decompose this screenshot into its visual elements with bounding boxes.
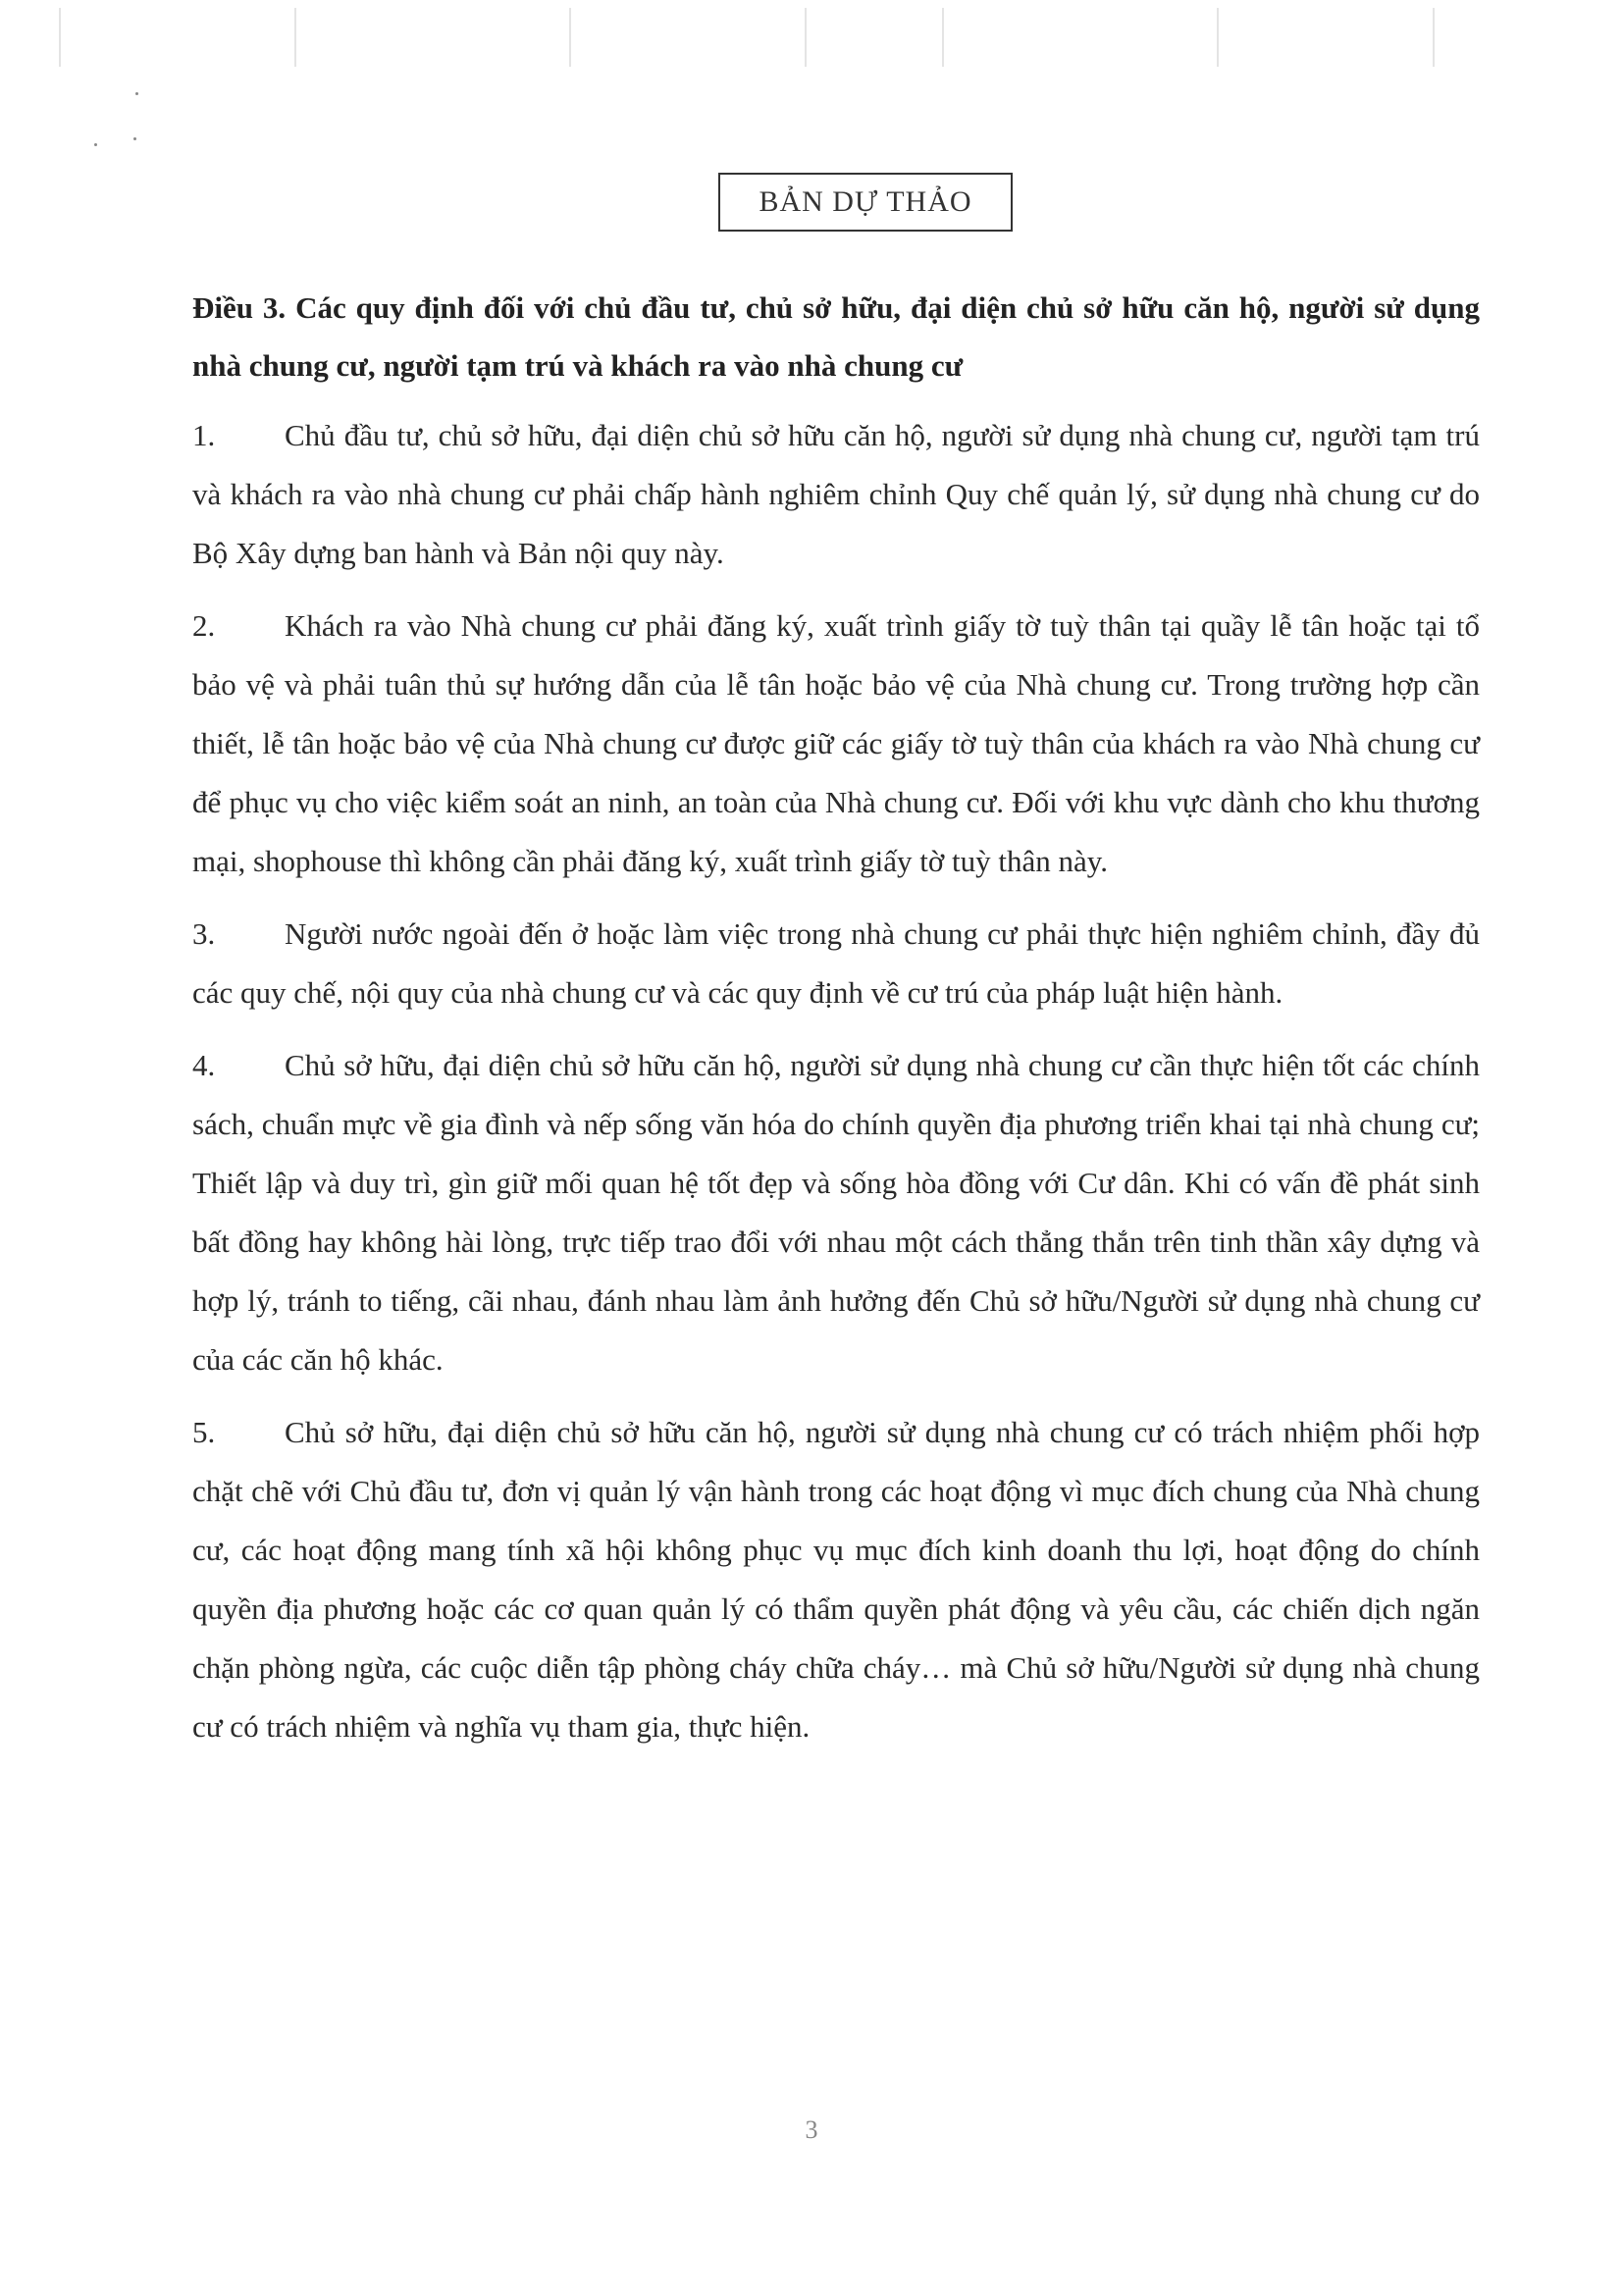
clause-number: 5. (192, 1415, 216, 1449)
clause-3 (192, 905, 1480, 1022)
clause-5 (192, 1403, 1480, 1756)
clause-text: Người nước ngoài đến ở hoặc làm việc trong nhà chung cư phải thực hiện nghiêm chỉnh, đầy đủ các quy chế, nội quy của nhà chung cư và các quy định về cư trú của pháp luật hiện hành. (192, 916, 1480, 1010)
clause-4 (192, 1036, 1480, 1389)
page-number: 3 (805, 2115, 818, 2144)
draft-label: BẢN DỰ THẢO (759, 185, 972, 218)
clause-text: Chủ sở hữu, đại diện chủ sở hữu căn hộ, người sử dụng nhà chung cư có trách nhiệm phối hợp chặt chẽ với Chủ đầu tư, đơn vị quản lý vận hành trong các hoạt động vì mục đích chung của Nhà chung cư, các hoạt động mang tính xã hội không phục vụ mục đích kinh doanh thu lợi, hoạt động do chính quyền địa phương hoặc các cơ quan quản lý có thẩm quyền phát động và yêu cầu, các chiến dịch ngăn chặn phòng ngừa, các cuộc diễn tập phòng cháy chữa cháy… mà Chủ sở hữu/Người sử dụng nhà chung cư có trách nhiệm và nghĩa vụ tham gia, thực hiện. (192, 1415, 1480, 1744)
scan-speck (135, 92, 138, 95)
article-heading: Điều 3. Các quy định đối với chủ đầu tư, chủ sở hữu, đại diện chủ sở hữu căn hộ, người sử dụng nhà chung cư, người tạm trú và khách ra vào nhà chung cư (192, 290, 1480, 383)
clause-number: 2. (192, 608, 216, 643)
clause-text: Khách ra vào Nhà chung cư phải đăng ký, xuất trình giấy tờ tuỳ thân tại quầy lễ tân hoặc tại tổ bảo vệ và phải tuân thủ sự hướng dẫn của lễ tân hoặc bảo vệ của Nhà chung cư. Trong trường hợp cần thiết, lễ tân hoặc bảo vệ của Nhà chung cư được giữ các giấy tờ tuỳ thân của khách ra vào Nhà chung cư để phục vụ cho việc kiểm soát an ninh, an toàn của Nhà chung cư. Đối với khu vực dành cho khu thương mại, shophouse thì không cần phải đăng ký, xuất trình giấy tờ tuỳ thân này. (192, 608, 1480, 878)
scan-speck (133, 137, 136, 140)
clause-number: 3. (192, 916, 216, 951)
clause-text: Chủ sở hữu, đại diện chủ sở hữu căn hộ, người sử dụng nhà chung cư cần thực hiện tốt các chính sách, chuẩn mực về gia đình và nếp sống văn hóa do chính quyền địa phương triển khai tại nhà chung cư; Thiết lập và duy trì, gìn giữ mối quan hệ tốt đẹp và sống hòa đồng với Cư dân. Khi có vấn đề phát sinh bất đồng hay không hài lòng, trực tiếp trao đổi với nhau một cách thẳng thắn trên tinh thần xây dựng và hợp lý, tránh to tiếng, cãi nhau, đánh nhau làm ảnh hưởng đến Chủ sở hữu/Người sử dụng nhà chung cư của các căn hộ khác. (192, 1048, 1480, 1377)
clause-number: 1. (192, 418, 216, 452)
clause-2 (192, 597, 1480, 891)
scan-artifacts (59, 0, 1570, 78)
scan-speck (94, 143, 97, 146)
clause-number: 4. (192, 1048, 216, 1082)
clause-1 (192, 406, 1480, 583)
draft-stamp-box (718, 173, 1013, 232)
article-body (192, 279, 1480, 1770)
clause-text: Chủ đầu tư, chủ sở hữu, đại diện chủ sở hữu căn hộ, người sử dụng nhà chung cư, người tạm trú và khách ra vào nhà chung cư phải chấp hành nghiêm chỉnh Quy chế quản lý, sử dụng nhà chung cư do Bộ Xây dựng ban hành và Bản nội quy này. (192, 418, 1480, 570)
